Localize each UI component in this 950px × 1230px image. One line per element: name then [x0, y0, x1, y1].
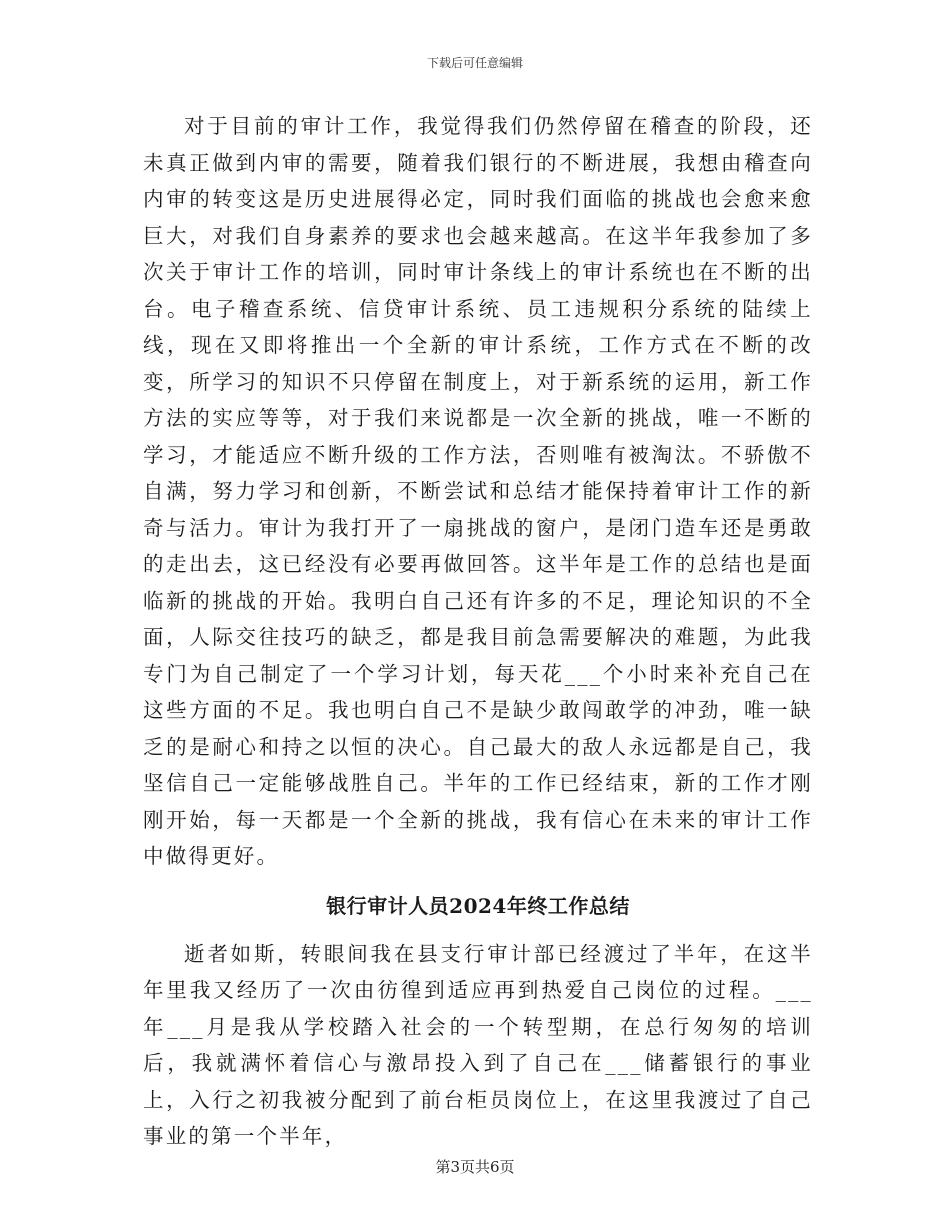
page-header-note: 下载后可任意编辑: [426, 56, 523, 70]
page-number: 第3页共6页: [435, 1158, 515, 1176]
paragraph-year-end-summary: 逝者如斯，转眼间我在县支行审计部已经渡过了半年，在这半年里我又经历了一次由彷徨到适应再到热爱自己岗位的过程。___年___月是我从学校踏入社会的一个转型期，在总行匆匆的培训后，我就满怀着信心与激昂投入到了自己在___储蓄银行的事业上，入行之初我被分配到了前台柜员岗位上，在这里我渡过了自己事业的第一个半年，: [143, 941, 813, 1148]
document-body: [143, 108, 813, 1155]
paragraph-audit-work: 对于目前的审计工作，我觉得我们仍然停留在稽查的阶段，还未真正做到内审的需要，随着我们银行的不断进展，我想由稽查向内审的转变这是历史进展得必定，同时我们面临的挑战也会愈来愈巨大，对我们自身素养的要求也会越来越高。在这半年我参加了多次关于审计工作的培训，同时审计条线上的审计系统也在不断的出台。电子稽查系统、信贷审计系统、员工违规积分系统的陆续上线，现在又即将推出一个全新的审计系统，工作方式在不断的改变，所学习的知识不只停留在制度上，对于新系统的运用，新工作方法的实应等等，对于我们来说都是一次全新的挑战，唯一不断的学习，才能适应不断升级的工作方法，否则唯有被淘汰。不骄傲不自满，努力学习和创新，不断尝试和总结才能保持着审计工作的新奇与活力。审计为我打开了一扇挑战的窗户，是闭门造车还是勇敢的走出去，这已经没有必要再做回答。这半年是工作的总结也是面临新的挑战的开始。我明白自己还有许多的不足，理论知识的不全面，人际交往技巧的缺乏，都是我目前急需要解决的难题，为此我专门为自己制定了一个学习计划，每天花___个小时来补充自己在这些方面的不足。我也明白自己不是缺少敢闯敢学的冲劲，唯一缺乏的是耐心和持之以恒的决心。自己最大的敌人永远都是自己，我坚信自己一定能够战胜自己。半年的工作已经结束，新的工作才刚刚开始，每一天都是一个全新的挑战，我有信心在未来的审计工作中做得更好。: [143, 114, 813, 868]
section-title: 银行审计人员2024年终工作总结: [326, 893, 630, 918]
